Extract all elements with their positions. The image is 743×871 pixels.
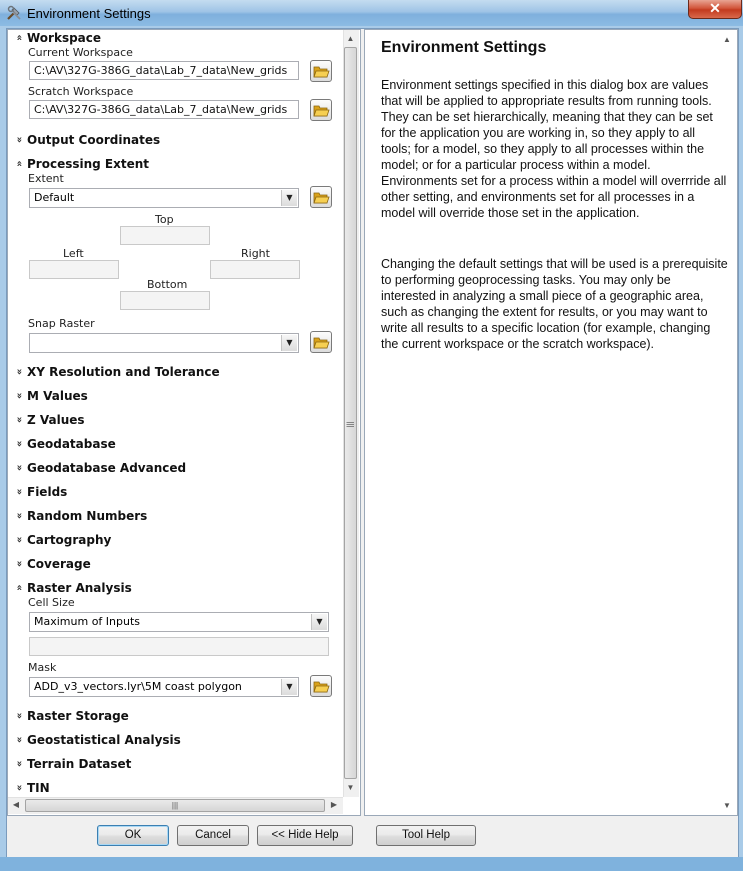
expand-chevron-icon: » xyxy=(13,368,25,375)
section-cartography[interactable]: » Cartography xyxy=(13,533,112,547)
scroll-left-icon[interactable]: ◀ xyxy=(12,800,20,809)
section-raster-storage[interactable]: » Raster Storage xyxy=(13,709,129,723)
extent-left-label: Left xyxy=(63,247,84,260)
current-workspace-browse-button[interactable] xyxy=(310,60,332,82)
extent-bottom-label: Bottom xyxy=(147,278,188,291)
section-fields[interactable]: » Fields xyxy=(13,485,68,499)
cell-size-select[interactable]: Maximum of Inputs ▼ xyxy=(29,612,329,632)
scratch-workspace-browse-button[interactable] xyxy=(310,99,332,121)
ok-button[interactable]: OK xyxy=(97,825,169,846)
collapse-chevron-icon: « xyxy=(13,584,25,591)
extent-right-input[interactable] xyxy=(210,260,300,279)
cell-size-input[interactable] xyxy=(29,637,329,656)
section-xy-resolution[interactable]: » XY Resolution and Tolerance xyxy=(13,365,220,379)
settings-vertical-scroll-thumb[interactable] xyxy=(344,47,357,779)
extent-select[interactable]: Default ▼ xyxy=(29,188,299,208)
expand-chevron-icon: » xyxy=(13,464,25,471)
section-geostatistical-analysis[interactable]: » Geostatistical Analysis xyxy=(13,733,181,747)
expand-chevron-icon: » xyxy=(13,784,25,791)
cell-size-label: Cell Size xyxy=(28,596,75,609)
expand-chevron-icon: » xyxy=(13,712,25,719)
cancel-button[interactable]: Cancel xyxy=(177,825,249,846)
scratch-workspace-label: Scratch Workspace xyxy=(28,85,134,98)
section-random-numbers[interactable]: » Random Numbers xyxy=(13,509,148,523)
snap-raster-browse-button[interactable] xyxy=(310,331,332,353)
folder-open-icon xyxy=(313,335,330,350)
grip-icon: ||| xyxy=(346,421,355,428)
chevron-down-icon: ▼ xyxy=(281,335,297,351)
expand-chevron-icon: » xyxy=(13,760,25,767)
chevron-down-icon: ▼ xyxy=(281,190,297,206)
folder-open-icon xyxy=(313,103,330,118)
snap-raster-select[interactable] xyxy=(29,333,299,353)
expand-chevron-icon: » xyxy=(13,488,25,495)
mask-select[interactable]: ADD_v3_vectors.lyr\5M coast polygon ▼ xyxy=(29,677,299,697)
section-m-values[interactable]: » M Values xyxy=(13,389,88,403)
extent-right-label: Right xyxy=(241,247,270,260)
section-output-coordinates[interactable]: » Output Coordinates xyxy=(13,133,161,147)
scroll-up-icon[interactable]: ▲ xyxy=(346,34,355,43)
section-terrain-dataset[interactable]: » Terrain Dataset xyxy=(13,757,132,771)
collapse-chevron-icon: « xyxy=(13,160,25,167)
help-paragraph-1: Environment settings specified in this dialog box are values that will be applied to appropriate results from running tools. They can be set hierarchically, meaning that they can be set for the application you are working in, so they apply to all tools; for a model, so they apply to all processes within the model; or for a particular process within a model. Environments set for a process within a model will overrride all other setting, and environments set for all processes in a model will override those set in the application. xyxy=(381,78,727,220)
extent-bottom-input[interactable] xyxy=(120,291,210,310)
window-title: Environment Settings xyxy=(27,6,151,21)
extent-browse-button[interactable] xyxy=(310,186,332,208)
scroll-down-icon[interactable]: ▼ xyxy=(346,783,355,792)
expand-chevron-icon: » xyxy=(13,512,25,519)
expand-chevron-icon: » xyxy=(13,392,25,399)
extent-label: Extent xyxy=(28,172,64,185)
section-geodatabase[interactable]: » Geodatabase xyxy=(13,437,116,451)
folder-open-icon xyxy=(313,190,330,205)
chevron-down-icon: ▼ xyxy=(281,679,297,695)
snap-raster-label: Snap Raster xyxy=(28,317,95,330)
title-bar xyxy=(0,0,743,26)
scratch-workspace-input[interactable]: C:\AV\327G-386G_data\Lab_7_data\New_grids xyxy=(29,100,299,119)
tool-help-button[interactable]: Tool Help xyxy=(376,825,476,846)
section-workspace[interactable]: « Workspace xyxy=(13,31,102,45)
expand-chevron-icon: » xyxy=(13,440,25,447)
hide-help-button[interactable]: << Hide Help xyxy=(257,825,353,846)
help-scroll-up-icon[interactable]: ▲ xyxy=(723,35,731,44)
help-paragraph-2: Changing the default settings that will be used is a prerequisite to performing geoprocessing tasks. You may only be interested in analyzing a small piece of a geographic area, such as changing the extent for results, or you may want to write all results to a specific location (for example, changing the current workspace or the scratch workspace). xyxy=(381,257,728,351)
mask-browse-button[interactable] xyxy=(310,675,332,697)
help-scroll-down-icon[interactable]: ▼ xyxy=(723,801,731,810)
grip-icon: ||| xyxy=(171,801,179,810)
folder-open-icon xyxy=(313,679,330,694)
collapse-chevron-icon: « xyxy=(13,34,25,41)
section-tin[interactable]: » TIN xyxy=(13,781,50,795)
section-raster-analysis[interactable]: « Raster Analysis xyxy=(13,581,132,595)
settings-horizontal-scroll-thumb[interactable] xyxy=(25,799,325,812)
help-title: Environment Settings xyxy=(381,39,547,56)
current-workspace-label: Current Workspace xyxy=(28,46,133,59)
close-button[interactable] xyxy=(688,0,742,19)
expand-chevron-icon: » xyxy=(13,736,25,743)
hammer-wrench-icon xyxy=(6,5,22,21)
expand-chevron-icon: » xyxy=(13,560,25,567)
window-bottom-border xyxy=(0,857,743,871)
close-icon: ✕ xyxy=(709,0,721,16)
extent-top-label: Top xyxy=(155,213,174,226)
chevron-down-icon: ▼ xyxy=(311,614,327,630)
expand-chevron-icon: » xyxy=(13,536,25,543)
expand-chevron-icon: » xyxy=(13,136,25,143)
extent-top-input[interactable] xyxy=(120,226,210,245)
extent-left-input[interactable] xyxy=(29,260,119,279)
mask-label: Mask xyxy=(28,661,57,674)
expand-chevron-icon: » xyxy=(13,416,25,423)
current-workspace-input[interactable]: C:\AV\327G-386G_data\Lab_7_data\New_grids xyxy=(29,61,299,80)
section-z-values[interactable]: » Z Values xyxy=(13,413,85,427)
section-processing-extent[interactable]: « Processing Extent xyxy=(13,157,150,171)
folder-open-icon xyxy=(313,64,330,79)
scroll-right-icon[interactable]: ▶ xyxy=(330,800,338,809)
section-coverage[interactable]: » Coverage xyxy=(13,557,91,571)
section-geodatabase-advanced[interactable]: » Geodatabase Advanced xyxy=(13,461,187,475)
